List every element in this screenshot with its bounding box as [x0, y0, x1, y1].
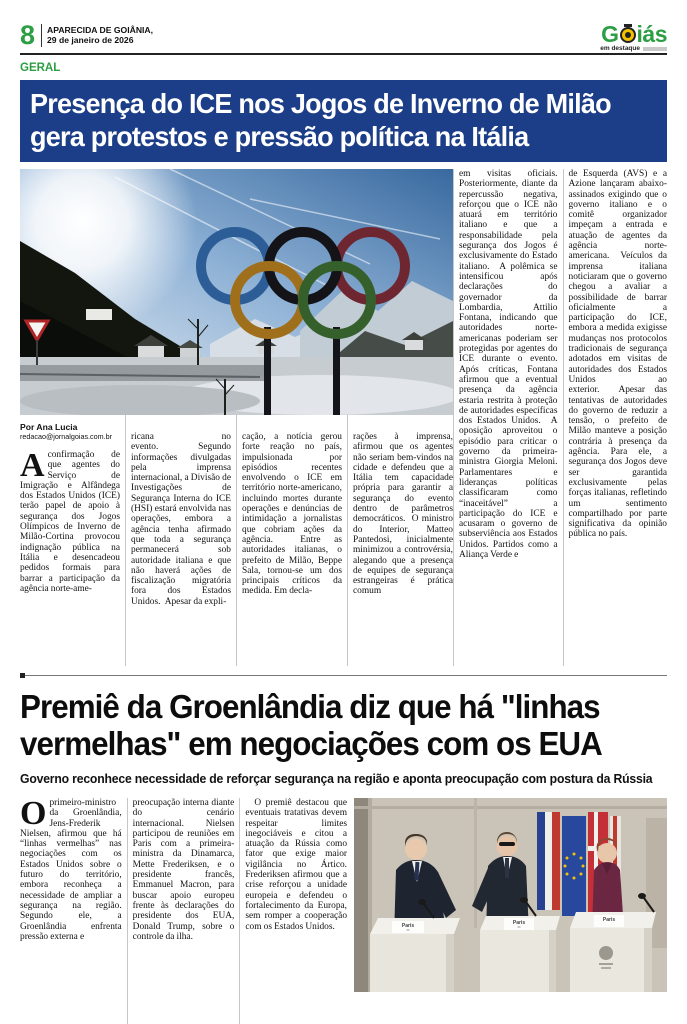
byline-author: Por Ana Lucia [20, 422, 78, 432]
article1-col-2 [126, 415, 237, 666]
dateline-date: 29 de janeiro de 2026 [47, 35, 134, 45]
article2-photo-press-conference [354, 798, 667, 992]
podium-card-label: Paris [512, 920, 526, 926]
article2-col-1 [20, 798, 128, 1024]
article2-col-1-text: primeiro-ministro da Groenlândia, Jens-Frederik Nielsen, afirmou que há “linhas vermelhas” nas negociações com os Estados Unidos sobre o futuro do território, embora reconheça a necessidade de ampliar a segurança na região. Segundo ele, a Groenlândia enfrenta pressão externa e [20, 798, 122, 942]
byline-email: redacao@jornalgoias.com.br [20, 432, 112, 441]
ring-post-left [264, 327, 271, 415]
logo-letters-rest: iás [636, 21, 667, 47]
eu-flag [562, 816, 586, 916]
article1-photo-olympic-rings [20, 169, 453, 415]
article2-headline [20, 688, 667, 762]
article-separator [20, 675, 667, 676]
article1-col-3-text: cação, a notícia gerou forte reação no país, impulsionada por episódios recentes envolvendo o ICE em território norte-americano, incluindo mortes durante operações e denúncias de intimidação a jornalistas que cobriam ações da agência. Entre as autoridades italianas, o prefeito de Milão, Beppe Sala, tornou-se um dos principais críticos da medida. Em decla- [242, 432, 342, 597]
article1-col-5 [453, 169, 564, 666]
article2-col-2 [128, 798, 241, 1024]
article1-col-3 [237, 415, 348, 666]
article1-dropcap: A [20, 447, 45, 484]
article1-col-2-text: ricana no evento. Segundo informações divulgadas pela imprensa internacional, a Divisão de Investigações de Segurança Interna do ICE (HSI) estará envolvida nas operações, embora a agência tenha afirmado que toda a segurança permanecerá sob autoridade italiana e que não haverá ações de fiscalização migratória fora dos Estados Unidos. Apesar da expli- [131, 432, 231, 607]
article2-subtitle: Governo reconhece necessidade de reforçar segurança na região e aponta preocupação com postura da Rússia [20, 771, 653, 786]
article1-headline-line1: Presença do ICE nos Jogos de Inverno de Milão [30, 88, 611, 119]
article1-col-6-text: de Esquerda (AVS) e a Azione lançaram abaixo-assinados exigindo que o governo italiano e o comitê organizador impeçam a entrada e atuação de agentes da agência norte-americana. Veículos da imprensa italiana noticiaram que o governo chegou a avaliar a possibilidade de barrar oficialmente a participação do ICE, embora a medida exigisse mudanças nos protocolos tradicionais de segurança adotados em visitas de autoridades dos Estados Unidos ao exterior. Apesar das tentativas de autoridades do governo de reduzir a tensão, o prefeito de Milão manteve a posição contrária à presença da agência. Para ele, a segurança dos Jogos deve ser garantida exclusivamente pelas forças italianas, refletindo um sentimento compartilhado por parte significativa da opinião pública no país. [568, 169, 667, 540]
masthead-divider [41, 24, 42, 47]
article1-col-5-text: em visitas oficiais. Posteriormente, diante da repercussão negativa, reforçou que o ICE não atuará em território italiano e que a responsabilidade pela segurança dos Jogos é exclusivamente do Estado italiano. A polêmica se intensificou após declarações do governador da Lombardia, Attilio Fontana, indicando que autoridades norte-americanas poderiam ser protegidas por agentes do ICE durante o evento. Após críticas, Fontana afirmou que a eventual presença da agência estaria restrita à proteção de autoridades específicas dos Estados Unidos. A oposição aproveitou o episódio para criticar o governo da primeira-ministra Giorgia Meloni. Parlamentares e lideranças políticas classificaram como “inaceitável” a participação do ICE e acusaram o governo de subserviência aos Estados Unidos. Partidos como a Aliança Verde e [459, 169, 558, 560]
french-flag [537, 812, 560, 910]
article2-dropcap: O [20, 798, 47, 832]
header-rule [20, 53, 667, 55]
article1-col-4-text: rações à imprensa, afirmou que os agentes não seriam bem-vindos na cidade e defendeu que a Itália tem capacidade própria para garantir a segurança do evento dentro de parâmetros democráticos. O ministro do Interior, Matteo Pantedosi, inicialmente minimizou a controvérsia, alegando que a presença de equipes de segurança estrangeiras é prática comum [353, 432, 453, 597]
logo-tagline: em destaque [600, 45, 667, 52]
article2-body [20, 798, 667, 1024]
article1-col-1 [20, 415, 126, 666]
article2-col-3 [240, 798, 347, 1024]
article1-body [20, 169, 667, 666]
ring-post-right [333, 327, 340, 415]
dateline-location: APARECIDA DE GOIÂNIA, [47, 25, 154, 35]
logo-emblem-icon [620, 27, 636, 43]
article1-col-1-text: confirmação de que agentes do Serviço de Imigração e Alfândega dos Estados Unidos (ICE) terão papel de apoio à segurança dos Jogos Olímpicos de Inverno de Milão-Cortina provocou indignação pública na Itália e desencadeou pedidos formais para barrar a participação da agência norte-ame- [20, 450, 120, 594]
dateline [47, 22, 153, 45]
podium-card-label: Paris [401, 923, 415, 929]
article2-headline-line2: vermelhas" em negociações com os EUA [20, 725, 602, 762]
wall-column [354, 798, 368, 992]
page-number: 8 [20, 20, 36, 50]
road [20, 365, 270, 381]
article1-headline-line2: gera protestos e pressão política na Itália [30, 121, 529, 152]
separator-dot [20, 673, 25, 678]
article2-col-2-text: preocupação interna diante do cenário internacional. Nielsen participou de reuniões em Paris com a primeira-ministra da Dinamarca, Mette Frederiksen, e o presidente francês, Emmanuel Macron, para buscar apoio europeu frente às declarações do presidente dos EUA, Donald Trump, sobre o controle da ilha. [132, 798, 235, 942]
article2-col-3-text: O premiê destacou que eventuais tratativas devem respeitar limites inegociáveis e citou a atuação da Rússia como fator que exige maior vigilância no Ártico. Frederiksen afirmou que a crise reforçou a unidade europeia e defendeu o fortalecimento da Europa, sem romper a cooperação com os Estados Unidos. [245, 798, 348, 932]
article1-col-6 [564, 169, 668, 666]
article1-col-4 [348, 415, 453, 666]
article2-headline-line1: Premiê da Groenlândia diz que há "linhas [20, 688, 600, 725]
masthead [20, 22, 667, 52]
article1-headline [20, 80, 667, 162]
logo-letter-g: G [601, 21, 619, 47]
section-label: GERAL [20, 62, 61, 74]
goias-logo [600, 21, 667, 52]
podium-card-label: Paris [602, 917, 616, 923]
